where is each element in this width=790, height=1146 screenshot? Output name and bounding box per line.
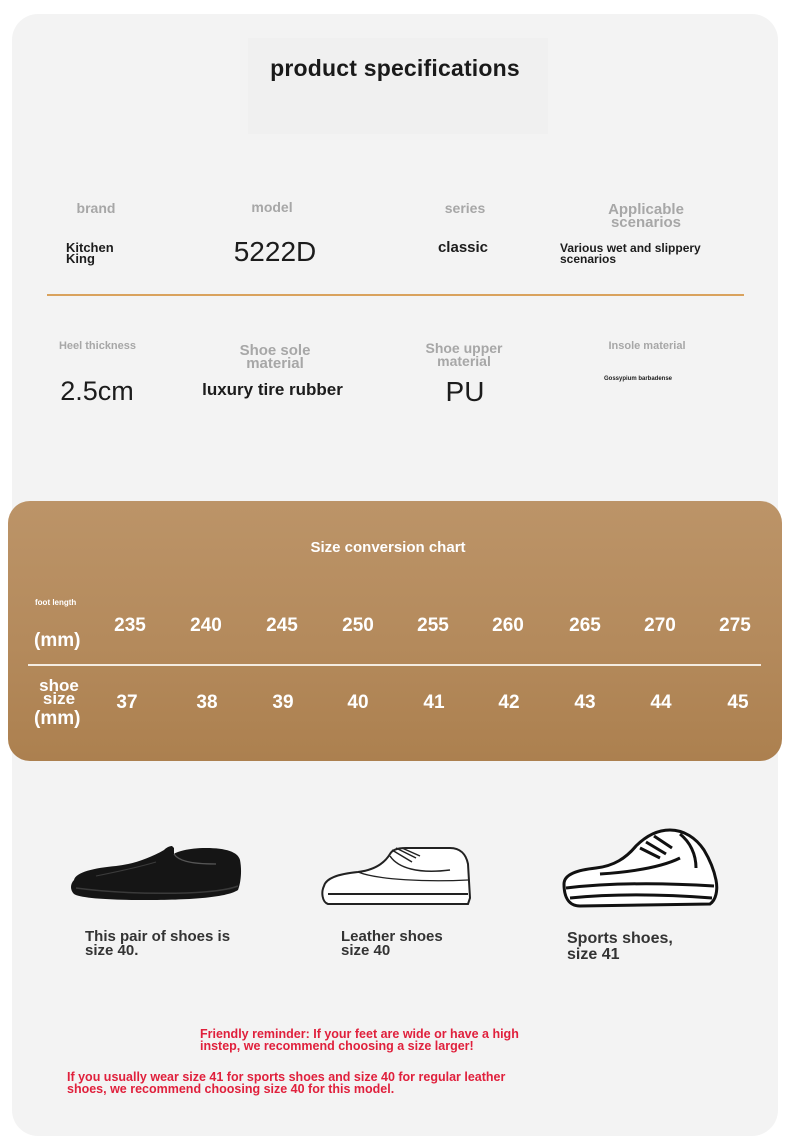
shoe-size-cell: 40 [347,692,369,713]
foot-length-cell: 240 [190,615,222,636]
spec-value-sole-material: luxury tire rubber [202,380,343,399]
spec-label-series: series [444,200,486,216]
spec-label-scenarios: Applicable scenarios [608,201,684,231]
spec-value-upper-material: PU [445,376,485,407]
shoe-size-cell: 44 [650,692,672,713]
foot-length-cell: 270 [644,615,676,636]
shoe-size-cell: 37 [116,692,138,713]
shoe-caption-leather: Leather shoes size 40 [341,928,443,959]
spec-value-model: 5222D [233,236,317,267]
spec-label-insole-material: Insole material [608,340,686,352]
shoe-size-cell: 38 [196,692,218,713]
spec-divider [47,294,744,296]
shoe-size-cell: 43 [574,692,596,713]
spec-value-series: classic [437,239,489,256]
spec-value-insole-material: Gossypium barbadense [604,376,673,382]
shoe-size-label: shoe size [39,676,79,708]
spec-label-upper-material: Shoe upper material [425,340,503,369]
foot-length-cell: 265 [569,615,601,636]
title-backdrop [248,38,548,134]
spec-value-scenarios: Various wet and slippery scenarios [560,241,701,266]
foot-length-cell: 260 [492,615,524,636]
foot-length-cell: 250 [342,615,374,636]
shoe-size-cell: 41 [423,692,445,713]
leather-shoe-icon [318,840,474,910]
spec-value-heel-thickness: 2.5cm [60,376,134,406]
shoe-size-cell: 45 [727,692,749,713]
foot-length-cell: 235 [114,615,146,636]
spec-label-model: model [251,199,293,215]
shoe-caption-sports: Sports shoes, size 41 [567,930,673,963]
size-chart-title: Size conversion chart [310,539,466,556]
shoe-size-unit: (mm) [34,708,81,729]
shoe-caption-loafer: This pair of shoes is size 40. [85,928,231,959]
foot-length-unit: (mm) [34,630,81,651]
shoe-size-cell: 39 [272,692,294,713]
foot-length-label: foot length [35,598,77,607]
foot-length-cell: 245 [266,615,298,636]
size-advice: If you usually wear size 41 for sports shoes and size 40 for regular leather shoes, we recommend choosing size 40 for this model. [67,1070,506,1096]
foot-length-cell: 275 [719,615,751,636]
spec-label-sole-material: Shoe sole material [239,342,311,372]
spec-value-brand: Kitchen King [66,240,114,266]
spec-label-brand: brand [76,200,116,216]
spec-label-heel-thickness: Heel thickness [58,340,137,352]
friendly-reminder: Friendly reminder: If your feet are wide or have a high instep, we recommend choosing a size larger! [200,1027,519,1053]
size-chart-divider [28,664,761,666]
shoe-size-cell: 42 [498,692,520,713]
sneaker-icon [560,828,722,912]
page-title: product specifications [270,55,520,81]
loafer-icon [66,838,246,908]
foot-length-cell: 255 [417,615,449,636]
